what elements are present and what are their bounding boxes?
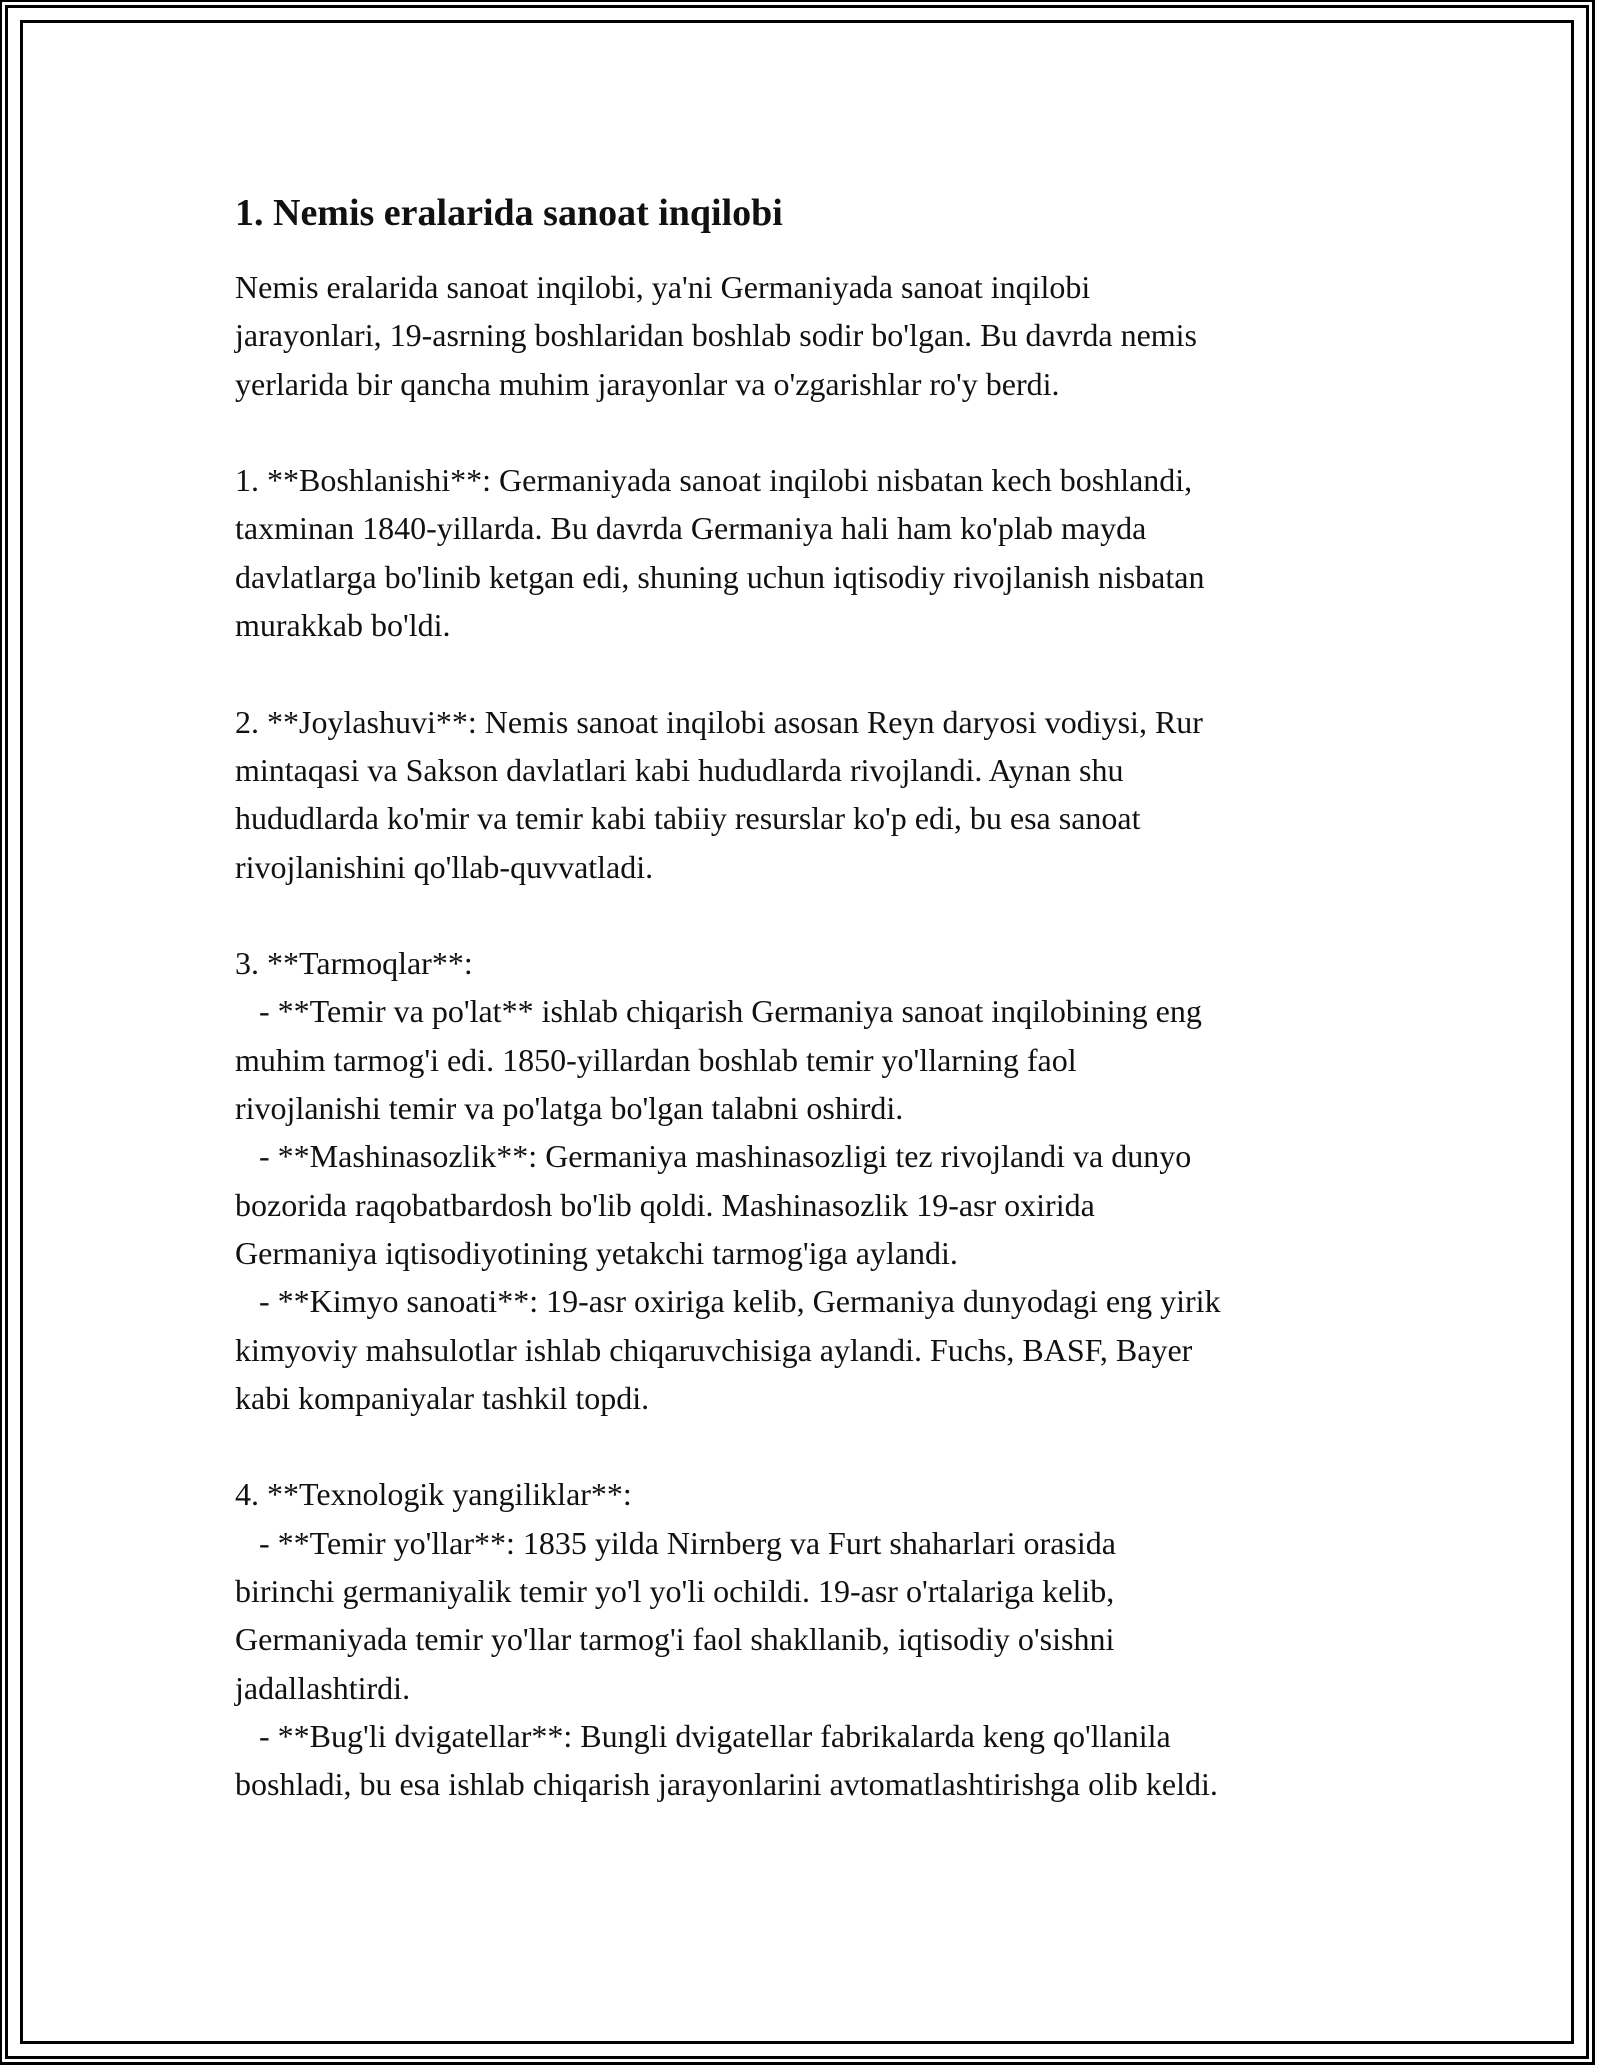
text-line: Germaniyada temir yo'llar tarmog'i faol shakllanib, iqtisodiy o'sishni	[235, 1621, 1115, 1658]
text-line: murakkab bo'ldi.	[235, 607, 451, 644]
text-line: hududlarda ko'mir va temir kabi tabiiy resurslar ko'p edi, bu esa sanoat	[235, 800, 1141, 837]
text-line: 2. **Joylashuvi**: Nemis sanoat inqilobi asosan Reyn daryosi vodiysi, Rur	[235, 703, 1203, 740]
text-line: mintaqasi va Sakson davlatlari kabi hududlarda rivojlandi. Aynan shu	[235, 751, 1124, 788]
text-line: yerlarida bir qancha muhim jarayonlar va o'zgarishlar ro'y berdi.	[235, 365, 1060, 402]
text-line: jarayonlari, 19-asrning boshlaridan boshlab sodir bo'lgan. Bu davrda nemis	[235, 317, 1197, 354]
text-line: rivojlanishi temir va po'latga bo'lgan talabni oshirdi.	[235, 1090, 904, 1127]
text-line: 1. **Boshlanishi**: Germaniyada sanoat inqilobi nisbatan kech boshlandi,	[235, 462, 1193, 499]
document-text	[235, 263, 1385, 1809]
text-line: 4. **Texnologik yangiliklar**:	[235, 1476, 632, 1513]
text-line: boshladi, bu esa ishlab chiqarish jarayonlarini avtomatlashtirishga olib keldi.	[235, 1766, 1218, 1803]
document-body	[235, 187, 1385, 1809]
blank-line	[235, 1422, 1385, 1470]
text-line: taxminan 1840-yillarda. Bu davrda Germaniya hali ham ko'plab mayda	[235, 510, 1147, 547]
text-line: - **Kimyo sanoati**: 19-asr oxiriga kelib, Germaniya dunyodagi eng yirik	[235, 1283, 1221, 1320]
text-line: Nemis eralarida sanoat inqilobi, ya'ni Germaniyada sanoat inqilobi	[235, 269, 1091, 305]
blank-line	[235, 891, 1385, 939]
text-line: rivojlanishini qo'llab-quvvatladi.	[235, 848, 654, 885]
text-line: birinchi germaniyalik temir yo'l yo'li ochildi. 19-asr o'rtalariga kelib,	[235, 1573, 1115, 1610]
text-line: - **Bug'li dvigatellar**: Bungli dvigatellar fabrikalarda keng qo'llanila	[235, 1717, 1171, 1754]
text-line: kimyoviy mahsulotlar ishlab chiqaruvchisiga aylandi. Fuchs, BASF, Bayer	[235, 1331, 1193, 1368]
blank-line	[235, 408, 1385, 456]
text-line: kabi kompaniyalar tashkil topdi.	[235, 1379, 650, 1416]
text-line: - **Temir yo'llar**: 1835 yilda Nirnberg va Furt shaharlari orasida	[235, 1524, 1116, 1561]
text-line: davlatlarga bo'linib ketgan edi, shuning uchun iqtisodiy rivojlanish nisbatan	[235, 558, 1205, 595]
text-line: bozorida raqobatbardosh bo'lib qoldi. Mashinasozlik 19-asr oxirida	[235, 1186, 1095, 1223]
text-line: muhim tarmog'i edi. 1850-yillardan boshlab temir yo'llarning faol	[235, 1041, 1077, 1078]
text-line: - **Mashinasozlik**: Germaniya mashinasozligi tez rivojlandi va dunyo	[235, 1138, 1192, 1175]
blank-line	[235, 649, 1385, 697]
text-line: 3. **Tarmoqlar**:	[235, 945, 473, 982]
document-title: 1. Nemis eralarida sanoat inqilobi	[235, 192, 783, 234]
text-line: Germaniya iqtisodiyotining yetakchi tarmog'iga aylandi.	[235, 1234, 958, 1271]
text-line: - **Temir va po'lat** ishlab chiqarish Germaniya sanoat inqilobining eng	[235, 993, 1202, 1030]
text-line: jadallashtirdi.	[235, 1669, 411, 1706]
